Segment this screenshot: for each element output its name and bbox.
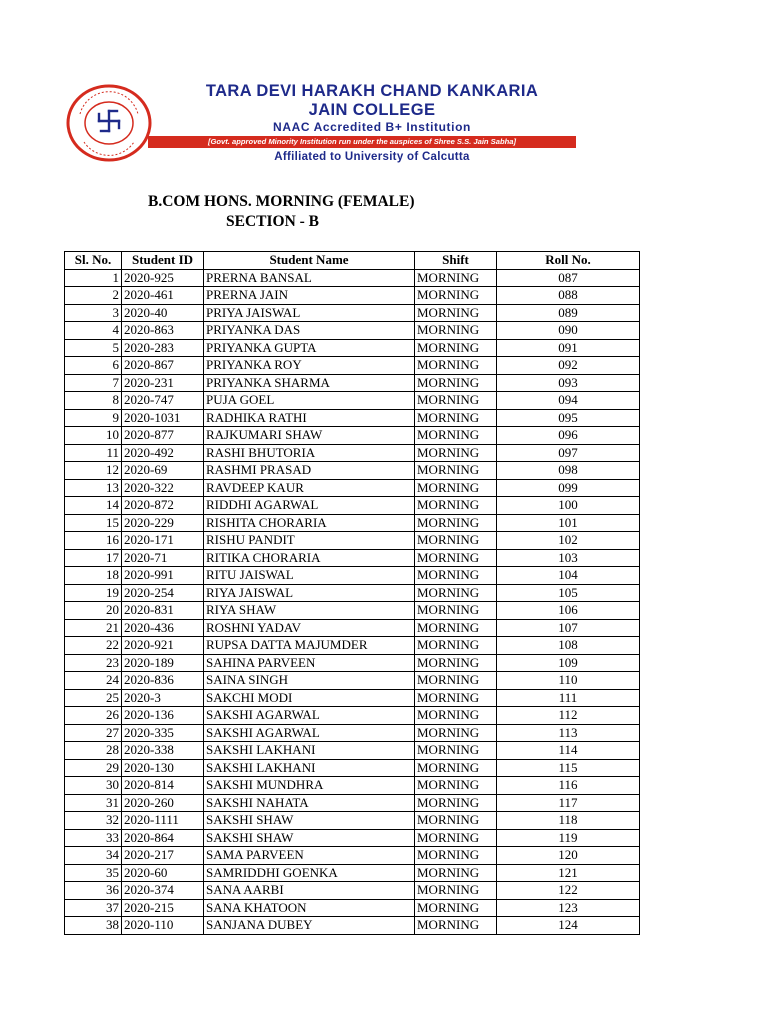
cell-student-id: 2020-217 xyxy=(122,847,204,865)
cell-shift: MORNING xyxy=(415,724,497,742)
cell-shift: MORNING xyxy=(415,269,497,287)
table-row xyxy=(65,322,640,340)
table-row xyxy=(65,794,640,812)
cell-student-id: 2020-872 xyxy=(122,497,204,515)
cell-roll-no: 087 xyxy=(497,269,640,287)
cell-student-name: RIDDHI AGARWAL xyxy=(204,497,415,515)
column-header-student-id: Student ID xyxy=(122,252,204,270)
cell-student-name: RIYA SHAW xyxy=(204,602,415,620)
cell-sl-no: 20 xyxy=(65,602,122,620)
cell-student-name: RISHITA CHORARIA xyxy=(204,514,415,532)
cell-shift: MORNING xyxy=(415,462,497,480)
table-row xyxy=(65,917,640,935)
table-row xyxy=(65,672,640,690)
cell-student-id: 2020-136 xyxy=(122,707,204,725)
table-row xyxy=(65,549,640,567)
cell-shift: MORNING xyxy=(415,794,497,812)
column-header-sl-no: Sl. No. xyxy=(65,252,122,270)
banner-text: [Govt. approved Minority Institution run under the auspices of Shree S.S. Jain Sabha] xyxy=(207,137,516,146)
table-row xyxy=(65,304,640,322)
table-row xyxy=(65,497,640,515)
table-row xyxy=(65,339,640,357)
cell-student-id: 2020-1031 xyxy=(122,409,204,427)
cell-sl-no: 21 xyxy=(65,619,122,637)
cell-roll-no: 094 xyxy=(497,392,640,410)
table-row xyxy=(65,462,640,480)
cell-shift: MORNING xyxy=(415,917,497,935)
column-header-shift: Shift xyxy=(415,252,497,270)
accreditation-text: NAAC Accredited B+ Institution xyxy=(273,120,471,134)
cell-shift: MORNING xyxy=(415,864,497,882)
cell-roll-no: 105 xyxy=(497,584,640,602)
cell-student-name: SAKSHI SHAW xyxy=(204,829,415,847)
table-row xyxy=(65,514,640,532)
cell-student-name: SAKSHI SHAW xyxy=(204,812,415,830)
cell-shift: MORNING xyxy=(415,304,497,322)
cell-student-id: 2020-814 xyxy=(122,777,204,795)
cell-shift: MORNING xyxy=(415,567,497,585)
cell-student-name: SAKSHI LAKHANI xyxy=(204,742,415,760)
cell-student-name: SAKSHI AGARWAL xyxy=(204,724,415,742)
cell-student-name: RASHI BHUTORIA xyxy=(204,444,415,462)
table-row xyxy=(65,479,640,497)
cell-student-id: 2020-492 xyxy=(122,444,204,462)
cell-shift: MORNING xyxy=(415,584,497,602)
cell-roll-no: 106 xyxy=(497,602,640,620)
cell-shift: MORNING xyxy=(415,689,497,707)
cell-roll-no: 113 xyxy=(497,724,640,742)
table-row xyxy=(65,654,640,672)
cell-roll-no: 114 xyxy=(497,742,640,760)
cell-sl-no: 37 xyxy=(65,899,122,917)
cell-roll-no: 112 xyxy=(497,707,640,725)
cell-roll-no: 115 xyxy=(497,759,640,777)
cell-roll-no: 093 xyxy=(497,374,640,392)
cell-roll-no: 109 xyxy=(497,654,640,672)
column-header-roll-no: Roll No. xyxy=(497,252,640,270)
table-row xyxy=(65,619,640,637)
cell-sl-no: 24 xyxy=(65,672,122,690)
cell-sl-no: 18 xyxy=(65,567,122,585)
table-row xyxy=(65,409,640,427)
cell-shift: MORNING xyxy=(415,602,497,620)
cell-student-name: PRIYANKA ROY xyxy=(204,357,415,375)
cell-student-name: RAJKUMARI SHAW xyxy=(204,427,415,445)
cell-student-id: 2020-747 xyxy=(122,392,204,410)
cell-sl-no: 25 xyxy=(65,689,122,707)
cell-sl-no: 35 xyxy=(65,864,122,882)
table-row xyxy=(65,742,640,760)
table-body xyxy=(65,269,640,934)
cell-student-id: 2020-863 xyxy=(122,322,204,340)
table-row xyxy=(65,269,640,287)
cell-roll-no: 111 xyxy=(497,689,640,707)
cell-student-name: PRIYA JAISWAL xyxy=(204,304,415,322)
section-title: SECTION - B xyxy=(226,213,320,230)
cell-shift: MORNING xyxy=(415,759,497,777)
cell-roll-no: 099 xyxy=(497,479,640,497)
cell-shift: MORNING xyxy=(415,899,497,917)
table-row xyxy=(65,584,640,602)
cell-sl-no: 14 xyxy=(65,497,122,515)
cell-student-name: SAKSHI MUNDHRA xyxy=(204,777,415,795)
cell-student-id: 2020-229 xyxy=(122,514,204,532)
college-name-line2: JAIN COLLEGE xyxy=(308,101,436,119)
cell-roll-no: 123 xyxy=(497,899,640,917)
cell-student-id: 2020-215 xyxy=(122,899,204,917)
cell-roll-no: 116 xyxy=(497,777,640,795)
cell-student-name: RUPSA DATTA MAJUMDER xyxy=(204,637,415,655)
cell-roll-no: 090 xyxy=(497,322,640,340)
cell-student-name: SAKSHI LAKHANI xyxy=(204,759,415,777)
cell-sl-no: 30 xyxy=(65,777,122,795)
cell-roll-no: 103 xyxy=(497,549,640,567)
cell-student-name: SANA KHATOON xyxy=(204,899,415,917)
cell-sl-no: 4 xyxy=(65,322,122,340)
cell-sl-no: 7 xyxy=(65,374,122,392)
table-row xyxy=(65,427,640,445)
cell-shift: MORNING xyxy=(415,497,497,515)
cell-sl-no: 11 xyxy=(65,444,122,462)
cell-sl-no: 36 xyxy=(65,882,122,900)
cell-student-id: 2020-836 xyxy=(122,672,204,690)
cell-student-id: 2020-921 xyxy=(122,637,204,655)
cell-student-id: 2020-189 xyxy=(122,654,204,672)
cell-sl-no: 2 xyxy=(65,287,122,305)
college-letterhead xyxy=(64,80,564,170)
cell-student-id: 2020-3 xyxy=(122,689,204,707)
cell-student-name: SAINA SINGH xyxy=(204,672,415,690)
cell-shift: MORNING xyxy=(415,322,497,340)
cell-sl-no: 17 xyxy=(65,549,122,567)
cell-roll-no: 108 xyxy=(497,637,640,655)
cell-student-name: SAKSHI AGARWAL xyxy=(204,707,415,725)
cell-shift: MORNING xyxy=(415,339,497,357)
cell-sl-no: 22 xyxy=(65,637,122,655)
cell-student-id: 2020-231 xyxy=(122,374,204,392)
cell-roll-no: 095 xyxy=(497,409,640,427)
cell-student-name: RAVDEEP KAUR xyxy=(204,479,415,497)
cell-student-name: PRIYANKA SHARMA xyxy=(204,374,415,392)
cell-sl-no: 1 xyxy=(65,269,122,287)
cell-student-id: 2020-322 xyxy=(122,479,204,497)
cell-sl-no: 8 xyxy=(65,392,122,410)
cell-shift: MORNING xyxy=(415,427,497,445)
college-name-line1: TARA DEVI HARAKH CHAND KANKARIA xyxy=(205,82,539,100)
cell-student-id: 2020-60 xyxy=(122,864,204,882)
college-name xyxy=(172,82,572,120)
cell-roll-no: 121 xyxy=(497,864,640,882)
cell-student-id: 2020-1111 xyxy=(122,812,204,830)
table-row xyxy=(65,829,640,847)
cell-roll-no: 119 xyxy=(497,829,640,847)
cell-student-id: 2020-254 xyxy=(122,584,204,602)
cell-sl-no: 28 xyxy=(65,742,122,760)
table-row xyxy=(65,532,640,550)
column-header-student-name: Student Name xyxy=(204,252,415,270)
cell-student-name: RIYA JAISWAL xyxy=(204,584,415,602)
table-row xyxy=(65,882,640,900)
cell-student-name: RASHMI PRASAD xyxy=(204,462,415,480)
cell-student-name: PRIYANKA GUPTA xyxy=(204,339,415,357)
cell-sl-no: 10 xyxy=(65,427,122,445)
table-row xyxy=(65,777,640,795)
cell-student-name: PRIYANKA DAS xyxy=(204,322,415,340)
cell-roll-no: 122 xyxy=(497,882,640,900)
cell-sl-no: 12 xyxy=(65,462,122,480)
cell-student-name: SANA AARBI xyxy=(204,882,415,900)
cell-student-id: 2020-461 xyxy=(122,287,204,305)
cell-student-id: 2020-71 xyxy=(122,549,204,567)
cell-student-name: PRERNA JAIN xyxy=(204,287,415,305)
cell-roll-no: 118 xyxy=(497,812,640,830)
table-row xyxy=(65,374,640,392)
cell-sl-no: 9 xyxy=(65,409,122,427)
table-header-row xyxy=(65,252,640,270)
cell-sl-no: 3 xyxy=(65,304,122,322)
cell-shift: MORNING xyxy=(415,847,497,865)
cell-roll-no: 117 xyxy=(497,794,640,812)
cell-sl-no: 32 xyxy=(65,812,122,830)
cell-student-name: SANJANA DUBEY xyxy=(204,917,415,935)
cell-sl-no: 5 xyxy=(65,339,122,357)
cell-shift: MORNING xyxy=(415,532,497,550)
cell-student-id: 2020-831 xyxy=(122,602,204,620)
table-row xyxy=(65,689,640,707)
cell-shift: MORNING xyxy=(415,882,497,900)
cell-student-id: 2020-436 xyxy=(122,619,204,637)
cell-student-name: RITIKA CHORARIA xyxy=(204,549,415,567)
cell-student-id: 2020-991 xyxy=(122,567,204,585)
cell-roll-no: 104 xyxy=(497,567,640,585)
cell-student-id: 2020-110 xyxy=(122,917,204,935)
cell-student-id: 2020-335 xyxy=(122,724,204,742)
cell-shift: MORNING xyxy=(415,654,497,672)
cell-student-name: SAKSHI NAHATA xyxy=(204,794,415,812)
cell-student-id: 2020-69 xyxy=(122,462,204,480)
cell-sl-no: 6 xyxy=(65,357,122,375)
table-row xyxy=(65,357,640,375)
cell-roll-no: 107 xyxy=(497,619,640,637)
cell-sl-no: 31 xyxy=(65,794,122,812)
table-row xyxy=(65,724,640,742)
cell-shift: MORNING xyxy=(415,549,497,567)
cell-student-name: SAHINA PARVEEN xyxy=(204,654,415,672)
cell-roll-no: 089 xyxy=(497,304,640,322)
table-row xyxy=(65,637,640,655)
table-row xyxy=(65,444,640,462)
table-row xyxy=(65,812,640,830)
cell-student-name: RISHU PANDIT xyxy=(204,532,415,550)
table-row xyxy=(65,287,640,305)
affiliation-text: Affiliated to University of Calcutta xyxy=(274,151,470,163)
page-title: B.COM HONS. MORNING (FEMALE) xyxy=(148,193,415,210)
cell-student-id: 2020-864 xyxy=(122,829,204,847)
cell-sl-no: 13 xyxy=(65,479,122,497)
cell-sl-no: 27 xyxy=(65,724,122,742)
table-row xyxy=(65,899,640,917)
student-roster-table xyxy=(64,251,640,935)
cell-sl-no: 33 xyxy=(65,829,122,847)
cell-roll-no: 110 xyxy=(497,672,640,690)
cell-shift: MORNING xyxy=(415,392,497,410)
cell-shift: MORNING xyxy=(415,444,497,462)
cell-sl-no: 34 xyxy=(65,847,122,865)
cell-shift: MORNING xyxy=(415,287,497,305)
cell-shift: MORNING xyxy=(415,637,497,655)
cell-student-name: ROSHNI YADAV xyxy=(204,619,415,637)
cell-roll-no: 092 xyxy=(497,357,640,375)
table-row xyxy=(65,392,640,410)
cell-student-id: 2020-130 xyxy=(122,759,204,777)
cell-student-id: 2020-283 xyxy=(122,339,204,357)
cell-student-id: 2020-877 xyxy=(122,427,204,445)
cell-roll-no: 088 xyxy=(497,287,640,305)
cell-roll-no: 124 xyxy=(497,917,640,935)
cell-student-name: RITU JAISWAL xyxy=(204,567,415,585)
cell-shift: MORNING xyxy=(415,672,497,690)
table-row xyxy=(65,567,640,585)
cell-student-name: SAMA PARVEEN xyxy=(204,847,415,865)
cell-student-name: SAMRIDDHI GOENKA xyxy=(204,864,415,882)
cell-student-id: 2020-260 xyxy=(122,794,204,812)
cell-sl-no: 38 xyxy=(65,917,122,935)
cell-roll-no: 100 xyxy=(497,497,640,515)
cell-student-name: RADHIKA RATHI xyxy=(204,409,415,427)
cell-shift: MORNING xyxy=(415,812,497,830)
cell-roll-no: 097 xyxy=(497,444,640,462)
cell-student-name: SAKCHI MODI xyxy=(204,689,415,707)
cell-sl-no: 26 xyxy=(65,707,122,725)
cell-roll-no: 096 xyxy=(497,427,640,445)
cell-student-id: 2020-338 xyxy=(122,742,204,760)
cell-sl-no: 15 xyxy=(65,514,122,532)
cell-roll-no: 091 xyxy=(497,339,640,357)
cell-shift: MORNING xyxy=(415,409,497,427)
table-row xyxy=(65,707,640,725)
cell-student-id: 2020-867 xyxy=(122,357,204,375)
cell-shift: MORNING xyxy=(415,374,497,392)
cell-roll-no: 120 xyxy=(497,847,640,865)
cell-sl-no: 29 xyxy=(65,759,122,777)
cell-shift: MORNING xyxy=(415,619,497,637)
cell-sl-no: 23 xyxy=(65,654,122,672)
cell-roll-no: 101 xyxy=(497,514,640,532)
cell-sl-no: 16 xyxy=(65,532,122,550)
table-row xyxy=(65,864,640,882)
cell-student-id: 2020-925 xyxy=(122,269,204,287)
cell-student-id: 2020-374 xyxy=(122,882,204,900)
cell-shift: MORNING xyxy=(415,777,497,795)
cell-shift: MORNING xyxy=(415,829,497,847)
cell-shift: MORNING xyxy=(415,514,497,532)
cell-sl-no: 19 xyxy=(65,584,122,602)
cell-roll-no: 098 xyxy=(497,462,640,480)
cell-student-id: 2020-40 xyxy=(122,304,204,322)
table-row xyxy=(65,602,640,620)
cell-student-name: PUJA GOEL xyxy=(204,392,415,410)
table-row xyxy=(65,759,640,777)
cell-student-name: PRERNA BANSAL xyxy=(204,269,415,287)
cell-student-id: 2020-171 xyxy=(122,532,204,550)
table-row xyxy=(65,847,640,865)
cell-shift: MORNING xyxy=(415,742,497,760)
cell-shift: MORNING xyxy=(415,707,497,725)
cell-shift: MORNING xyxy=(415,357,497,375)
college-seal-icon xyxy=(66,84,152,162)
cell-shift: MORNING xyxy=(415,479,497,497)
cell-roll-no: 102 xyxy=(497,532,640,550)
